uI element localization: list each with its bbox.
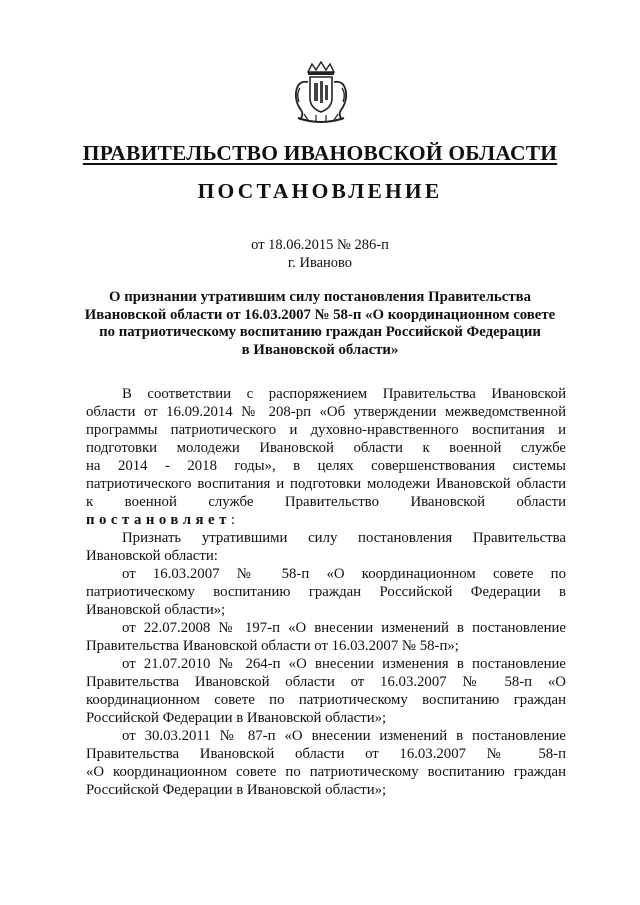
subject-line: в Ивановской области»: [241, 341, 399, 358]
body-line: области от 16.09.2014 № 208-рп «Об утверждении межведомственной: [86, 404, 566, 420]
body-line: программы патриотического и духовно-нравственного воспитания и: [86, 422, 566, 438]
body-line: патриотическому воспитанию граждан Российской Федерации в: [86, 584, 566, 600]
body-line: В соответствии с распоряжением Правительства Ивановской: [122, 386, 566, 402]
document-meta: [0, 236, 640, 272]
subject-line: О признании утратившим силу постановления Правительства: [109, 289, 531, 305]
government-title: ПРАВИТЕЛЬСТВО ИВАНОВСКОЙ ОБЛАСТИ: [82, 141, 558, 165]
ivanovo-coat-of-arms-icon: [286, 58, 356, 128]
body-line: Правительства Ивановской области от 16.03.2007 № 58-п «О: [86, 674, 566, 690]
subject-line: Ивановской области от 16.03.2007 № 58-п «О координационном совете: [84, 306, 556, 323]
body-line: Признать утратившими силу постановления Правительства: [122, 530, 566, 546]
body-line: Российской Федерации в Ивановской области»;: [86, 710, 387, 726]
subject-line: по патриотическому воспитанию граждан Российской Федерации: [99, 324, 541, 340]
body-line: «О координационном совете по патриотическому воспитанию граждан: [86, 764, 566, 780]
body-line: подготовки молодежи Ивановской области к военной службе: [86, 440, 566, 456]
body-line: Ивановской области»;: [86, 602, 226, 618]
body-line: Российской Федерации в Ивановской области»;: [86, 782, 387, 798]
body-line: Правительства Ивановской области от 16.03.2007 № 58-п»;: [86, 638, 459, 654]
postanovlyaet-colon: :: [230, 512, 235, 528]
body-line: от 30.03.2011 № 87-п «О внесении изменений в постановление: [122, 728, 566, 744]
body-line: от 16.03.2007 № 58-п «О координационном совете по: [122, 566, 566, 582]
body-line: на 2014 - 2018 годы», в целях совершенствования системы: [86, 458, 566, 474]
postanovlyaet-word: постановляет: [86, 512, 231, 528]
body-line: к военной службе Правительство Ивановской области: [86, 494, 566, 510]
body-line: от 22.07.2008 № 197-п «О внесении изменений в постановление: [122, 620, 566, 636]
body-line: от 21.07.2010 № 264-п «О внесении изменения в постановление: [122, 656, 566, 672]
city: г. Иваново: [287, 255, 353, 271]
body-line: координационном совете по патриотическому воспитанию граждан: [86, 692, 566, 708]
document-subject: [80, 289, 560, 359]
body-line: Правительства Ивановской области от 16.03.2007 № 58-п: [86, 746, 566, 762]
document-kind-title: ПОСТАНОВЛЕНИЕ: [197, 179, 443, 203]
postanovlyaet-line: [86, 511, 566, 529]
body-line: Ивановской области:: [86, 548, 218, 564]
body-line: патриотического воспитания и подготовки молодежи Ивановской области: [86, 476, 566, 492]
date-number: от 18.06.2015 № 286-п: [251, 237, 389, 253]
